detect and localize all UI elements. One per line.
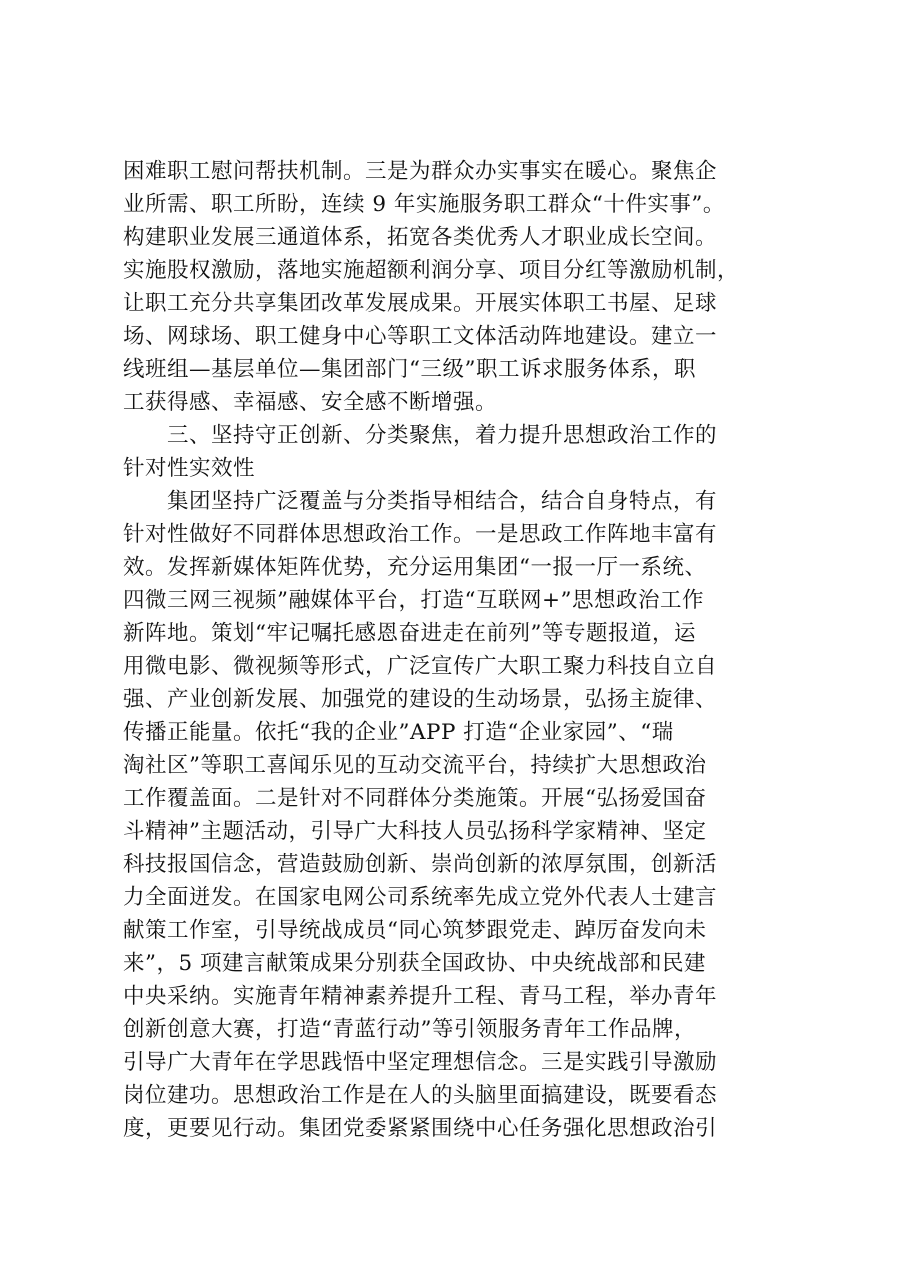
text-line: 让职工充分共享集团改革发展成果。开展实体职工书屋、足球 (123, 291, 718, 316)
text-line: 新阵地。策划“牢记嘱托感恩奋进走在前列”等专题报道，运 (123, 621, 696, 646)
text-line: 传播正能量。依托“我的企业”APP 打造“企业家园”、“瑞 (123, 720, 674, 745)
text-line: 困难职工慰问帮扶机制。三是为群众办实事实在暖心。聚焦企 (123, 159, 718, 184)
text-line: 创新创意大赛，打造“青蓝行动”等引领服务青年工作品牌， (123, 1017, 696, 1042)
text-line: 工获得感、幸福感、安全感不断增强。 (123, 390, 498, 415)
section-heading-continued: 针对性实效性 (123, 456, 256, 481)
text-line: 来”，5 项建言献策成果分别获全国政协、中央统战部和民建 (123, 951, 707, 976)
section-heading: 三、坚持守正创新、分类聚焦，着力提升思想政治工作的 (167, 423, 718, 448)
text-line: 线班组—基层单位—集团部门“三级”职工诉求服务体系，职 (123, 357, 696, 382)
text-line: 度，更要见行动。集团党委紧紧围绕中心任务强化思想政治引 (123, 1116, 718, 1141)
text-line: 用微电影、微视频等形式，广泛宣传广大职工聚力科技自立自 (123, 654, 718, 679)
text-line: 岗位建功。思想政治工作是在人的头脑里面搞建设，既要看态 (123, 1083, 718, 1108)
text-line: 强、产业创新发展、加强党的建设的生动场景，弘扬主旋律、 (123, 687, 718, 712)
text-line: 效。发挥新媒体矩阵优势，充分运用集团“一报一厅一系统、 (123, 555, 707, 580)
text-line: 科技报国信念，营造鼓励创新、崇尚创新的浓厚氛围，创新活 (123, 852, 718, 877)
text-line: 力全面迸发。在国家电网公司系统率先成立党外代表人士建言 (123, 885, 718, 910)
text-line: 斗精神”主题活动，引导广大科技人员弘扬科学家精神、坚定 (123, 819, 707, 844)
text-line: 引导广大青年在学思践悟中坚定理想信念。三是实践引导激励 (123, 1050, 718, 1075)
text-line: 四微三网三视频”融媒体平台，打造“互联网+”思想政治工作 (123, 588, 704, 613)
text-line: 构建职业发展三通道体系，拓宽各类优秀人才职业成长空间。 (123, 225, 718, 250)
text-line: 场、网球场、职工健身中心等职工文体活动阵地建设。建立一 (123, 324, 718, 349)
text-line: 中央采纳。实施青年精神素养提升工程、青马工程，举办青年 (123, 984, 718, 1009)
text-line: 淘社区”等职工喜闻乐见的互动交流平台，持续扩大思想政治 (123, 753, 707, 778)
text-line: 工作覆盖面。二是针对不同群体分类施策。开展“弘扬爱国奋 (123, 786, 707, 811)
text-line: 实施股权激励，落地实施超额利润分享、项目分红等激励机制， (123, 258, 740, 283)
text-line: 业所需、职工所盼，连续 9 年实施服务职工群众“十件实事”。 (123, 192, 725, 217)
text-line: 针对性做好不同群体思想政治工作。一是思政工作阵地丰富有 (123, 522, 718, 547)
text-line: 献策工作室，引导统战成员“同心筑梦跟党走、踔厉奋发向未 (123, 918, 707, 943)
text-line: 集团坚持广泛覆盖与分类指导相结合，结合自身特点，有 (167, 489, 718, 514)
